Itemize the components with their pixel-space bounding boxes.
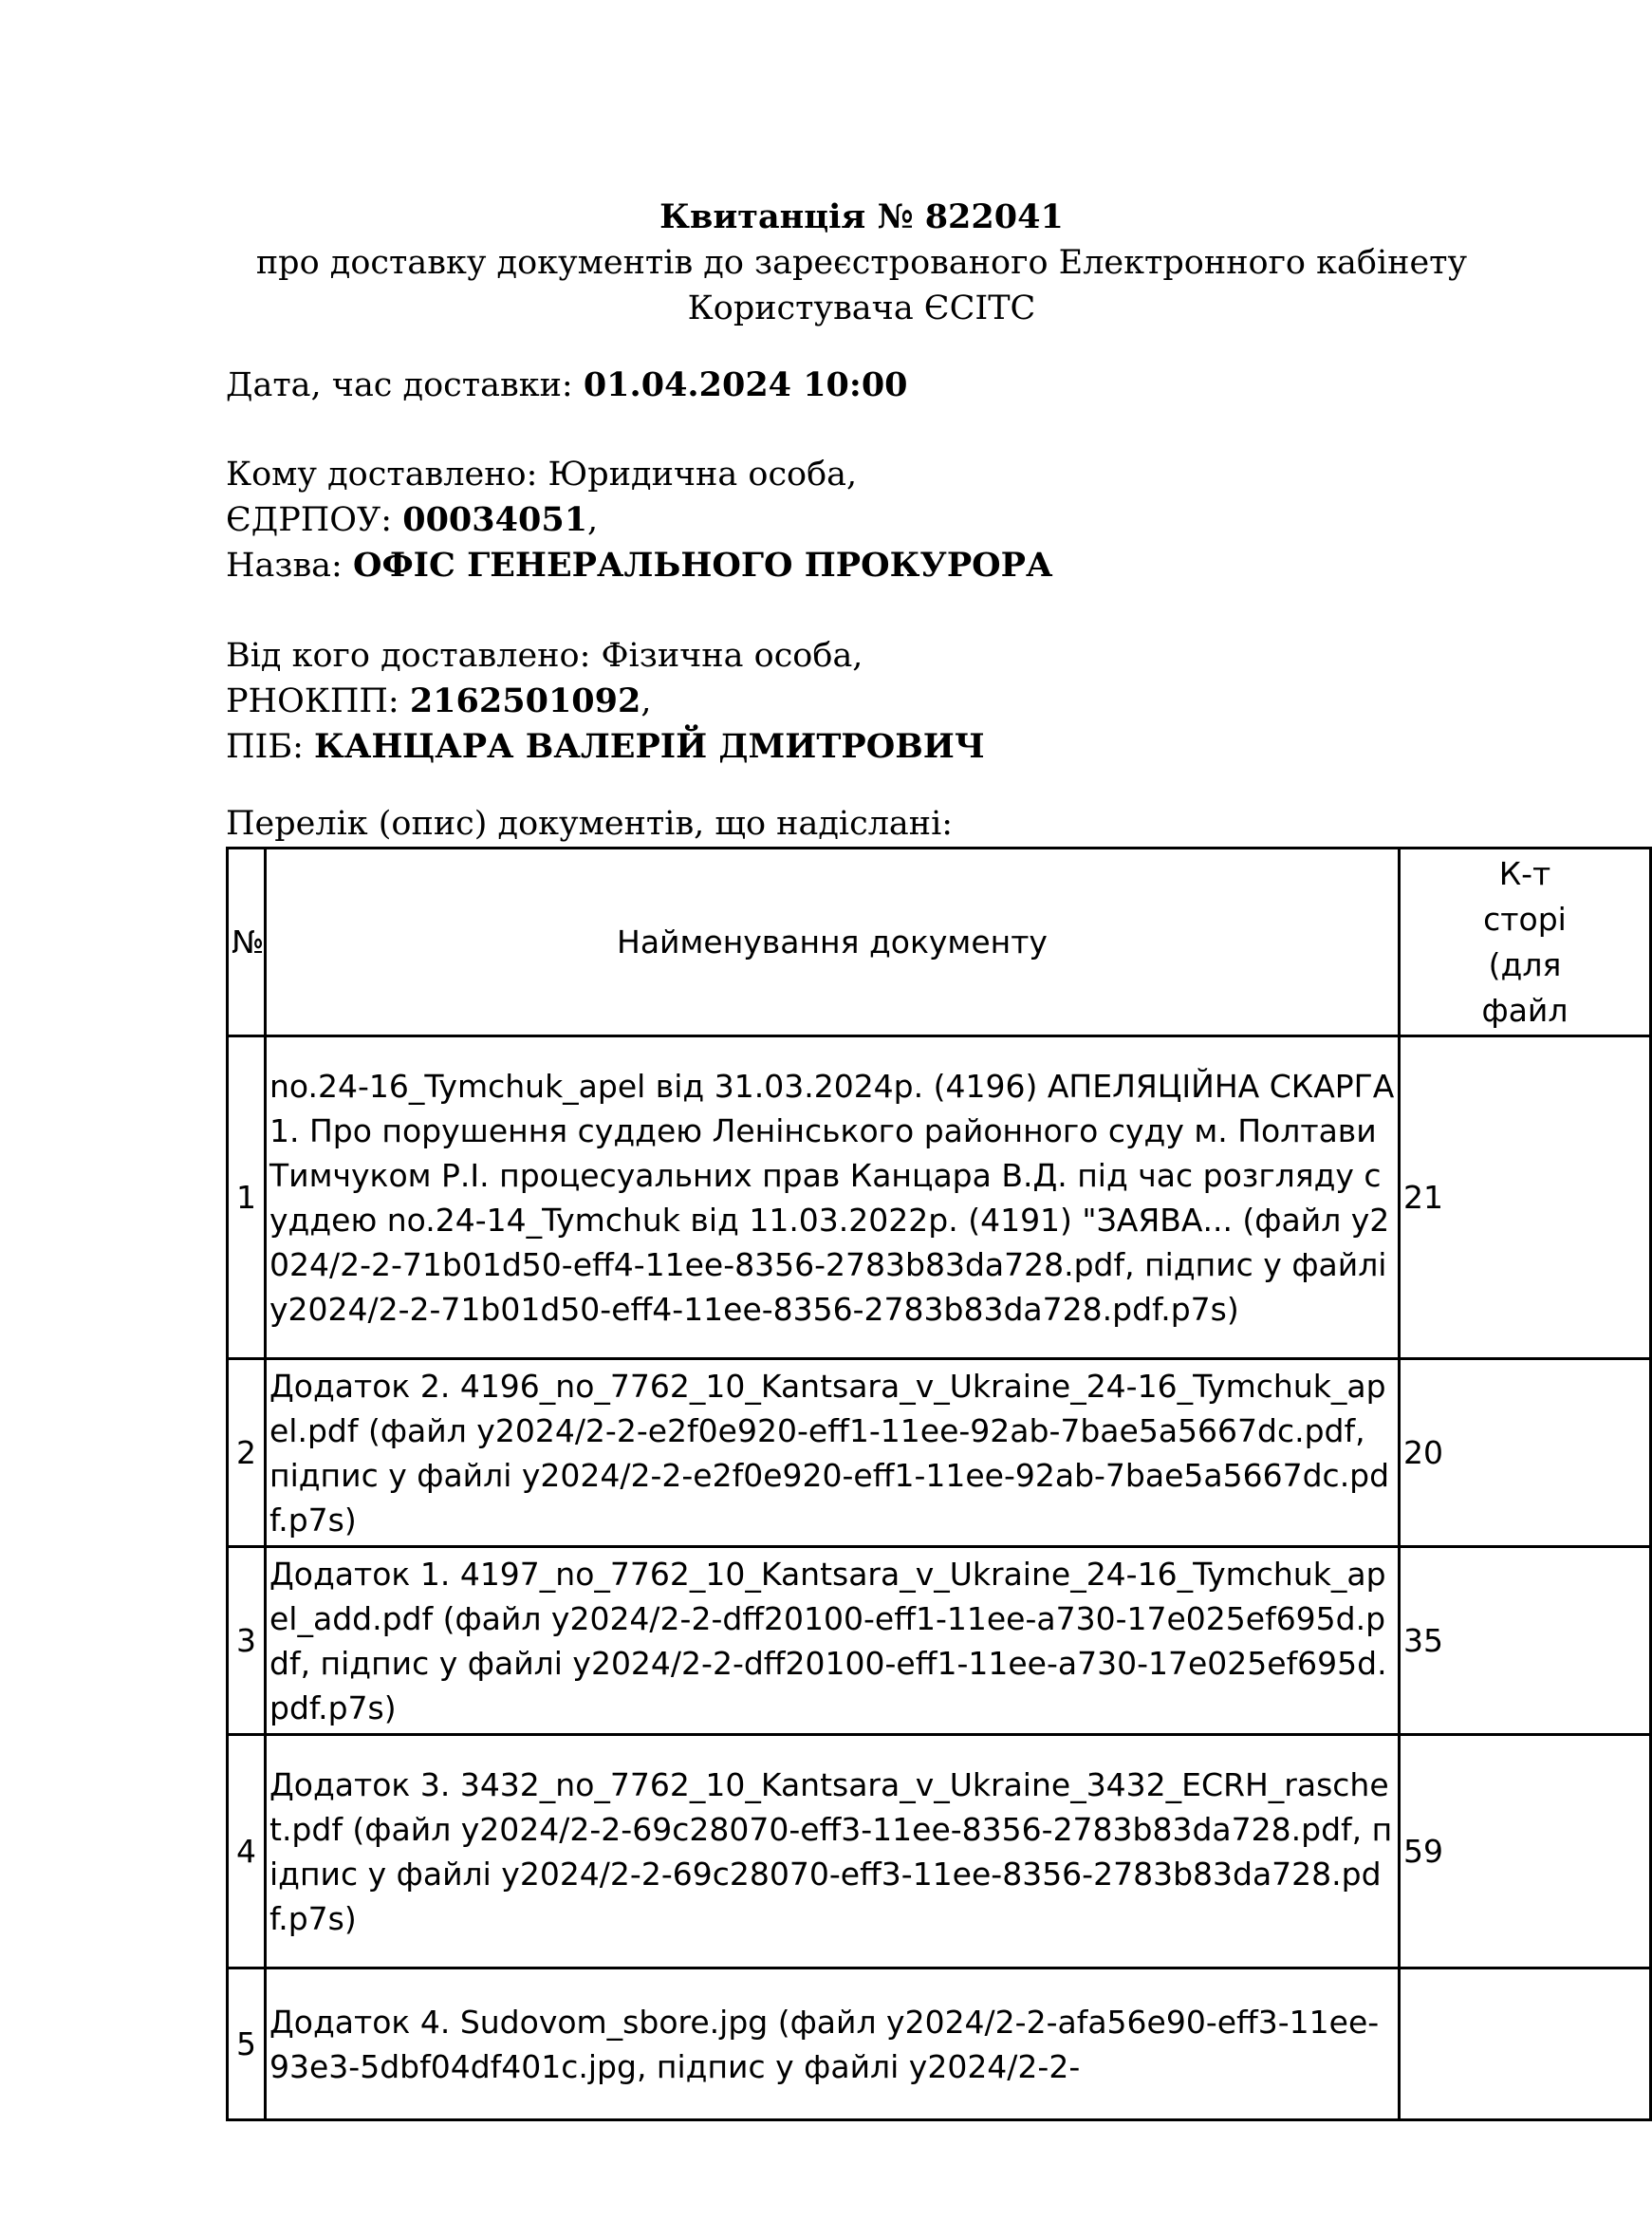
- receipt-subtitle-line-2: Користувача ЄСІТС: [687, 289, 1036, 327]
- header-page-count-line-2: сторі: [1483, 900, 1567, 938]
- recipient-type-label: Кому доставлено:: [226, 456, 548, 494]
- table-row: [228, 1036, 1651, 1359]
- header-number: №: [228, 849, 266, 1036]
- header-page-count-line-3: (для: [1488, 945, 1562, 983]
- row-document-name: Додаток 4. Sudovom_sbore.jpg (файл y2024/2-2-afa56e90-eff3-11ee-93e3-5dbf04df401c.jpg, підпис у файлі y2024/2-2-: [266, 1968, 1400, 2120]
- table-row: [228, 1968, 1651, 2120]
- recipient-type-line: [226, 453, 1052, 497]
- delivery-date-label: Дата, час доставки:: [226, 366, 584, 404]
- sender-block: [226, 634, 985, 770]
- delivery-date-value: 01.04.2024 10:00: [583, 365, 908, 404]
- sender-code-label: РНОКПП:: [226, 682, 410, 720]
- recipient-name-label: Назва:: [226, 547, 353, 585]
- row-page-count: 59: [1400, 1735, 1651, 1968]
- table-row: [228, 1735, 1651, 1968]
- recipient-type-value: Юридична особа,: [548, 456, 858, 494]
- recipient-code-label: ЄДРПОУ:: [226, 501, 403, 539]
- documents-list-label: Перелік (опис) документів, що надіслані:: [226, 805, 954, 843]
- documents-table: [226, 847, 1652, 2121]
- sender-name-value: КАНЦАРА ВАЛЕРІЙ ДМИТРОВИЧ: [314, 727, 985, 766]
- row-document-name: no.24-16_Tymchuk_apel від 31.03.2024р. (4196) АПЕЛЯЦІЙНА СКАРГА 1. Про порушення суддею Ленінського районного суду м. Полтави Тимчуком Р.І. процесуальних прав Канцара В.Д. під час розгляду суддею no.24-14_Tymchuk від 11.03.2022р. (4191) "ЗАЯВА... (файл y2024/2-2-71b01d50-eff4-11ee-8356-2783b83da728.pdf, підпис у файлі y2024/2-2-71b01d50-eff4-11ee-8356-2783b83da728.pdf.p7s): [266, 1036, 1400, 1359]
- table-row: [228, 1359, 1651, 1547]
- recipient-code-line: [226, 497, 1052, 543]
- row-document-name: Додаток 1. 4197_no_7762_10_Kantsara_v_Ukraine_24-16_Tymchuk_apel_add.pdf (файл y2024/2-2-dff20100-eff1-11ee-a730-17e025ef695d.pdf, підпис у файлі y2024/2-2-dff20100-eff1-11ee-a730-17e025ef695d.pdf.p7s): [266, 1547, 1400, 1735]
- row-document-name: Додаток 3. 3432_no_7762_10_Kantsara_v_Ukraine_3432_ECRH_raschet.pdf (файл y2024/2-2-69c28070-eff3-11ee-8356-2783b83da728.pdf, підпис у файлі y2024/2-2-69c28070-eff3-11ee-8356-2783b83da728.pdf.p7s): [266, 1735, 1400, 1968]
- row-page-count: 35: [1400, 1547, 1651, 1735]
- header-page-count: [1400, 849, 1651, 1036]
- table-header-row: [228, 849, 1651, 1036]
- sender-type-value: Фізична особа,: [601, 637, 863, 675]
- row-number: 4: [228, 1735, 266, 1968]
- row-number: 1: [228, 1036, 266, 1359]
- row-number: 5: [228, 1968, 266, 2120]
- table-row: [228, 1547, 1651, 1735]
- recipient-code-suffix: ,: [587, 501, 599, 539]
- row-document-name: Додаток 2. 4196_no_7762_10_Kantsara_v_Ukraine_24-16_Tymchuk_apel.pdf (файл y2024/2-2-e2f0e920-eff1-11ee-92ab-7bae5a5667dc.pdf, підпис у файлі y2024/2-2-e2f0e920-eff1-11ee-92ab-7bae5a5667dc.pdf.p7s): [266, 1359, 1400, 1547]
- recipient-name-value: ОФІС ГЕНЕРАЛЬНОГО ПРОКУРОРА: [352, 546, 1053, 585]
- delivery-date-block: [226, 363, 908, 408]
- sender-code-suffix: ,: [640, 682, 652, 720]
- recipient-block: [226, 453, 1052, 588]
- receipt-subtitle-line-1: про доставку документів до зареєстрованого Електронного кабінету: [255, 244, 1468, 282]
- documents-table-viewport: [226, 847, 1568, 2085]
- header-page-count-line-1: К-т: [1498, 854, 1551, 892]
- recipient-name-line: [226, 543, 1052, 588]
- sender-type-label: Від кого доставлено:: [226, 637, 602, 675]
- row-page-count: 21: [1400, 1036, 1651, 1359]
- row-number: 3: [228, 1547, 266, 1735]
- header-page-count-line-4: файл: [1481, 991, 1568, 1029]
- row-page-count: [1400, 1968, 1651, 2120]
- sender-type-line: [226, 634, 985, 679]
- sender-code-value: 2162501092: [409, 681, 641, 720]
- sender-name-label: ПІБ:: [226, 728, 314, 766]
- receipt-title: Квитанція № 822041: [659, 197, 1064, 236]
- header-document-name: Найменування документу: [266, 849, 1400, 1036]
- sender-name-line: [226, 724, 985, 770]
- sender-code-line: [226, 679, 985, 724]
- row-number: 2: [228, 1359, 266, 1547]
- recipient-code-value: 00034051: [402, 500, 588, 539]
- row-page-count: 20: [1400, 1359, 1651, 1547]
- receipt-header: [226, 195, 1497, 331]
